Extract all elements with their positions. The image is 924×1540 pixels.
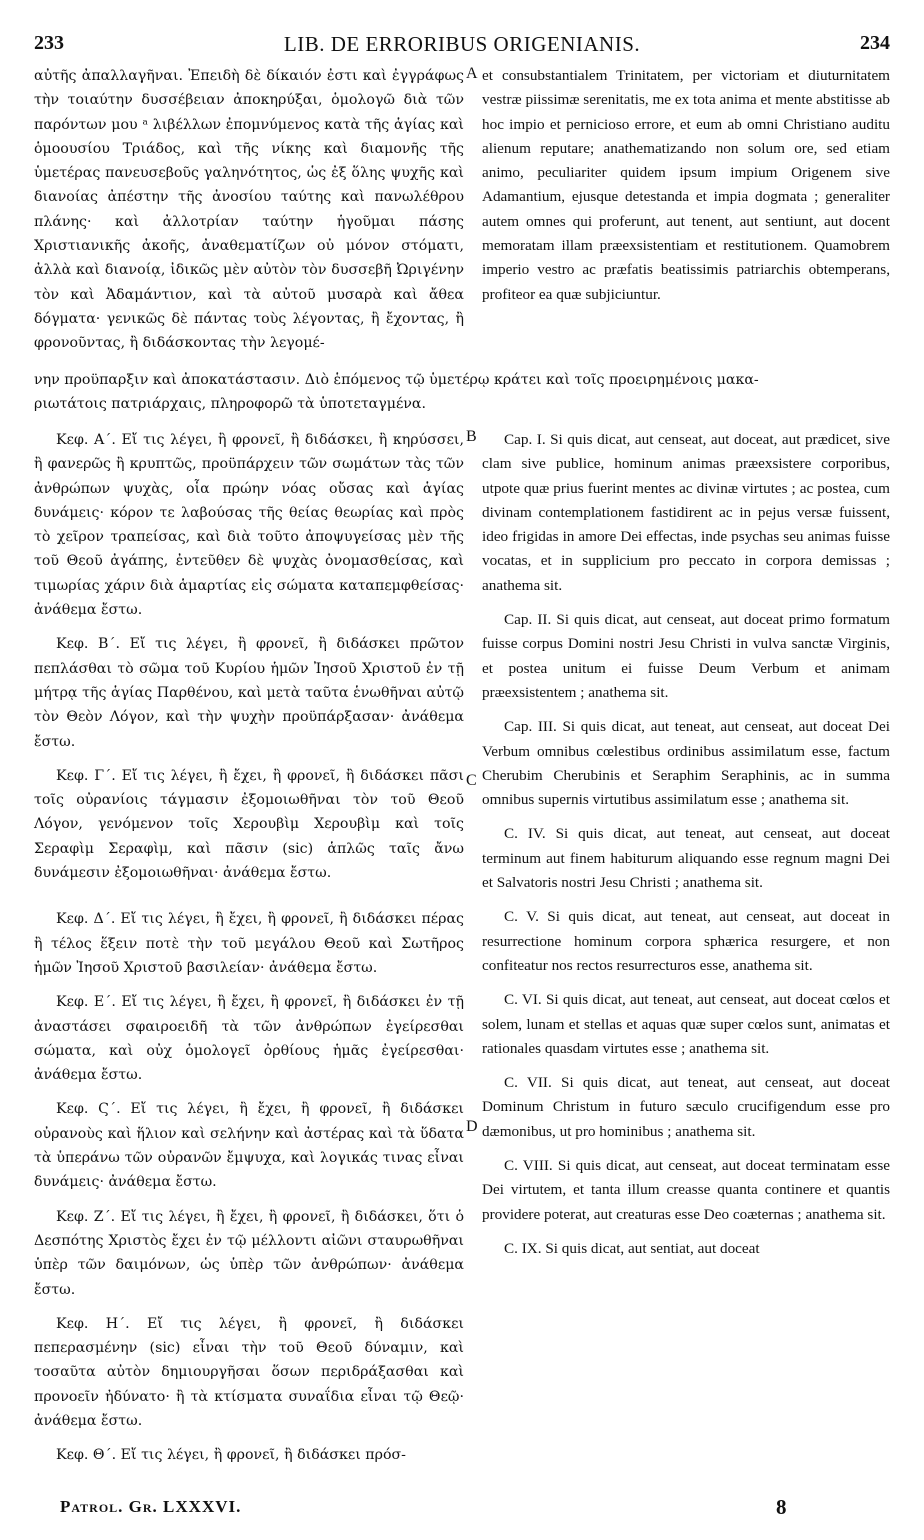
greek-canon-6: Κεφ. Ϛ΄. Εἴ τις λέγει, ἢ ἔχει, ἢ φρονεῖ, ἢ διδάσκει οὐρανοὺς καὶ ἥλιον καὶ σελήνην καὶ ἀστέρας καὶ τὰ ὕδατα τὰ ὑπεράνω τῶν οὐρανῶν ἔμψυχα, καὶ λογικάς τινας εἶναι δυνάμεις· ἀνάθεμα ἔστω. bbox=[34, 1101, 464, 1191]
greek-canons-column bbox=[34, 428, 464, 1478]
greek-canon-8: Κεφ. Η΄. Εἴ τις λέγει, ἢ φρονεῖ, ἢ διδάσκει πεπερασμένην (sic) εἶναι τὴν τοῦ Θεοῦ δύναμιν, καὶ τοσαῦτα αὐτὸν δημιουργῆσαι ὅσων περιδράξασθαι καὶ προνοεῖν ἠδύνατο· ἢ τὰ κτίσματα συναΐδια εἶναι τῷ Θεῷ· ἀνάθεμα ἔστω. bbox=[34, 1315, 464, 1429]
running-title: LIB. DE ERRORIBUS ORIGENIANIS. bbox=[283, 32, 641, 56]
latin-canon-9: C. IX. Si quis dicat, aut sentiat, aut doceat bbox=[504, 1239, 760, 1257]
sheet-number: 8 bbox=[776, 1495, 787, 1519]
greek-canon-7: Κεφ. Ζ΄. Εἴ τις λέγει, ἢ ἔχει, ἢ φρονεῖ, ἢ διδάσκει, ὅτι ὁ Δεσπότης Χριστὸς ἔχει ἐν τῷ μέλλοντι αἰῶνι σταυρωθῆναι ὑπὲρ τῶν δαιμόνων, ὡς ὑπὲρ τῶν ἀνθρώπων· ἀνάθεμα ἔστω. bbox=[34, 1208, 464, 1298]
greek-intro-column bbox=[34, 64, 464, 356]
page-footer bbox=[60, 1497, 890, 1525]
page-header bbox=[34, 32, 890, 62]
volume-signature: Patrol. Gr. LXXXVI. bbox=[60, 1497, 242, 1516]
latin-canon-7: C. VII. Si quis dicat, aut teneat, aut censeat, aut doceat Dominum Christum in futuro sæculo crucifigendum esse pro dæmonibus, ut pro hominibus ; anathema sit. bbox=[482, 1074, 890, 1140]
greek-canon-3: Κεφ. Γ΄. Εἴ τις λέγει, ἢ ἔχει, ἢ φρονεῖ, ἢ διδάσκει πᾶσι τοῖς οὐρανίοις τάγμασιν ἐξομοιωθῆναι τὸν τοῦ Θεοῦ Λόγον, γενόμενον τοῖς Χερουβὶμ Χερουβὶμ καὶ τοῖς Σεραφὶμ Σεραφὶμ, καὶ πᾶσιν (sic) ἁπλῶς ταῖς ἄνω δυνάμεσιν ἐξομοιωθῆναι· ἀνάθεμα ἔστω. bbox=[34, 767, 464, 882]
spanning-line-2: ριωτάτοις πατριάρχαις, πληροφορῶ τὰ ὑποτεταγμένα. bbox=[34, 396, 427, 412]
section-marker-b: B bbox=[466, 428, 477, 445]
latin-canon-4: C. IV. Si quis dicat, aut teneat, aut censeat, aut doceat terminum aut finem habiturum aliquando esse regnum magni Dei et Salvatoris nostri Jesu Christi ; anathema sit. bbox=[482, 825, 890, 892]
latin-canons-column bbox=[482, 428, 890, 1271]
latin-intro-paragraph: et consubstantialem Trinitatem, per victoriam et diuturnitatem vestræ piissimæ serenitatis, me ex tota anima et mente abstitisse ab hoc impio et pernicioso errore, et eum ab omni Christiano auditu alienum reputare; anathematizando non solum ore, sed etiam animo, peculiariter quidem ipsum impium Origenem sive Adamantium, ejusque detestanda et impia dogmata ; generaliter autem omnes qui proferunt, aut tenent, aut sentiunt, aut docent memoratam illam præexsistentiam et restitutionem. Quamobrem imperio vestro ac præfatis beatissimis patriarchis obtemperans, profiteor ea quæ subjiciuntur. bbox=[482, 67, 890, 303]
greek-canon-5: Κεφ. Ε΄. Εἴ τις λέγει, ἢ ἔχει, ἢ φρονεῖ, ἢ διδάσκει ἐν τῇ ἀναστάσει σφαιροειδῆ τὰ τῶν ἀνθρώπων ἐγείρεσθαι σώματα, καὶ οὐχ ὁμολογεῖ ὀρθίους ἡμᾶς ἐγείρεσθαι· ἀνάθεμα ἔστω. bbox=[34, 994, 464, 1084]
latin-intro-column bbox=[482, 64, 890, 307]
latin-canon-3: Cap. III. Si quis dicat, aut teneat, aut censeat, aut doceat Dei Verbum omnibus cœlestibus ordinibus assimilatum esse, factum Cherubim Cherubinis et Seraphim Seraphinis, ac in summa omnibus supernis virtutibus assimilatum esse ; anathema sit. bbox=[482, 718, 890, 809]
greek-canon-2: Κεφ. Β΄. Εἴ τις λέγει, ἢ φρονεῖ, ἢ διδάσκει πρῶτον πεπλάσθαι τὸ σῶμα τοῦ Κυρίου ἡμῶν Ἰησοῦ Χριστοῦ ἐν τῇ μήτρᾳ τῆς ἁγίας Παρθένου, καὶ μετὰ ταῦτα ἑνωθῆναι αὐτῷ τὸν Θεὸν Λόγον, καὶ τὴν ψυχὴν προϋπάρξασαν· ἀνάθεμα ἔστω. bbox=[34, 636, 464, 750]
section-marker-c: C bbox=[466, 772, 477, 789]
greek-canon-4: Κεφ. Δ΄. Εἴ τις λέγει, ἢ ἔχει, ἢ φρονεῖ, ἢ διδάσκει πέρας ἢ τέλος ἕξειν ποτὲ τὴν τοῦ μεγάλου Θεοῦ καὶ Σωτῆρος ἡμῶν Ἰησοῦ Χριστοῦ βασιλείαν· ἀνάθεμα ἔστω. bbox=[34, 911, 464, 976]
greek-intro-paragraph: αὐτῆς ἀπαλλαγῆναι. Ἐπειδὴ δὲ δίκαιόν ἐστι καὶ ἐγγράφως τὴν τοιαύτην δυσσέβειαν ἀποκηρύξαι, ὁμολογῶ διὰ τῶν παρόντων μου ᵃ λιβέλλων ἐπομνύμενος κατὰ τῆς ἁγίας καὶ ὁμοουσίου Τριάδος, καὶ τῆς νίκης καὶ διαμονῆς τῆς ὑμετέρας πανευσεβοῦς γαληνότητος, ὡς ἐξ ὅλης ψυχῆς καὶ διανοίας ἀπέστην τῆς ἀνοσίου ταύτης καὶ πανωλέθρου πλάνης· καὶ ἀλλοτρίαν ταύτην ἡγοῦμαι πάσης Χριστιανικῆς ἀκοῆς, ἀναθεματίζων οὐ μόνον στόματι, ἀλλὰ καὶ διανοίᾳ, ἰδικῶς μὲν αὐτὸν τὸν δυσσεβῆ Ὠριγένην τὸν καὶ Ἀδαμάντιον, καὶ τὰ αὐτοῦ μυσαρὰ καὶ ἄθεα δόγματα· γενικῶς δὲ πάντας τοὺς λέγοντας, ἢ ἔχοντας, ἢ φρονοῦντας, ἢ διδάσκοντας τὴν λεγομέ- bbox=[34, 68, 464, 352]
greek-canon-1: Κεφ. Α΄. Εἴ τις λέγει, ἢ φρονεῖ, ἢ διδάσκει, ἢ κηρύσσει, ἢ φανερῶς ἢ κρυπτῶς, προϋπάρχειν τῶν σωμάτων τὰς τῶν ἀνθρώπων ψυχὰς, οἷα πρώην νόας οὔσας καὶ ἁγίας δυνάμεις· κόρον τε λαβούσας τῆς θείας θεωρίας καὶ πρὸς τὸ χεῖρον τραπείσας, καὶ διὰ τοῦτο ἀποψυγείσας μὲν τῆς τοῦ Θεοῦ ἀγάπης, ἐντεῦθεν δὲ ψυχὰς ὀνομασθείσας, καὶ τιμωρίας χάριν διὰ ἁμαρτίας εἰς σώματα καταπεμφθείσας· ἀνάθεμα ἔστω. bbox=[34, 432, 464, 619]
latin-canon-1: Cap. I. Si quis dicat, aut censeat, aut doceat, aut prædicet, sive clam sive publice, hominum animas præexsistere corporibus, utpote quæ prius fuerint mentes ac divinæ virtutes ; ac postea, cum divinam contemplationem fastidirent ac in pejus versæ fuissent, ideo frigidas in amore Dei effectas, inde psychas seu animas fuisse vocatas, et in supplicium pro peccato in corpora demissas ; anathema sit. bbox=[482, 431, 890, 594]
section-marker-a: A bbox=[466, 65, 478, 82]
spanning-line-1: νην προϋπαρξιν καὶ ἀποκατάστασιν. Διὸ ἑπόμενος τῷ ὑμετέρῳ κράτει καὶ τοῖς προειρημένοις μακα- bbox=[34, 372, 759, 388]
page-number-right: 234 bbox=[860, 32, 890, 54]
spanning-greek-text bbox=[34, 368, 890, 416]
page-number-left: 233 bbox=[34, 32, 64, 54]
greek-canon-9: Κεφ. Θ΄. Εἴ τις λέγει, ἢ φρονεῖ, ἢ διδάσκει πρόσ- bbox=[56, 1447, 406, 1464]
latin-canon-6: C. VI. Si quis dicat, aut teneat, aut censeat, aut doceat cœlos et solem, lunam et stellas et aquas quæ super cœlos sunt, animatas et rationales quasdam virtutes esse ; anathema sit. bbox=[482, 991, 890, 1057]
latin-canon-2: Cap. II. Si quis dicat, aut censeat, aut doceat primo formatum fuisse corpus Domini nostri Jesu Christi in vulva sanctæ Virginis, et postea unitum ei fuisse Deum Verbum et animam præexsistentem ; anathema sit. bbox=[482, 611, 890, 701]
section-marker-d: D bbox=[466, 1118, 478, 1135]
latin-canon-8: C. VIII. Si quis dicat, aut censeat, aut doceat terminatam esse Dei virtutem, et tanta illum creasse quanta continere et quantis providere poterat, aut creaturas esse Deo coæternas ; anathema sit. bbox=[482, 1157, 890, 1223]
latin-canon-5: C. V. Si quis dicat, aut teneat, aut censeat, aut doceat in resurrectione hominum corpora sphærica resurgere, et non confiteatur nos rectos resurrecturos esse, anathema sit. bbox=[482, 908, 890, 974]
